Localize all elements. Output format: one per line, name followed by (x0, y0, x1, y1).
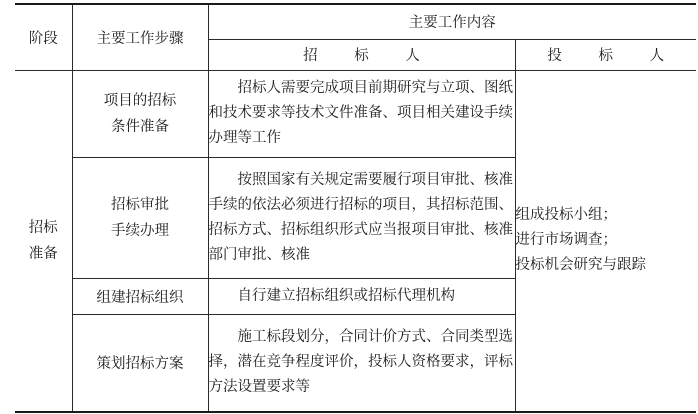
header-stage: 阶段 (15, 4, 72, 70)
bidder-item: 进行市场调查； (515, 232, 617, 249)
bidder-content (515, 70, 696, 412)
step-cell (72, 157, 208, 278)
stage-line: 招标 (28, 219, 58, 236)
step-cell (72, 278, 208, 314)
header-tenderer: 招 标 人 (208, 39, 515, 70)
tenderer-content: 自行建立招标组织或招标代理机构 (208, 278, 515, 314)
step-line: 组建招标组织 (96, 289, 184, 306)
header-main-steps: 主要工作步骤 (72, 4, 208, 70)
stage-line: 准备 (28, 245, 58, 262)
header-main-content: 主要工作内容 (208, 4, 696, 39)
bidder-item: 投标机会研究与跟踪 (515, 257, 646, 274)
step-line: 手续办理 (111, 222, 169, 239)
step-line: 项目的招标 (103, 92, 177, 109)
step-line: 策划招标方案 (96, 356, 184, 373)
tenderer-content: 按照国家有关规定需要履行项目审批、核准手续的依法必须进行招标的项目，其招标范围、招标方式、招标组织形式应当报项目审批、核准部门审批、核准 (208, 157, 515, 278)
header-bidder: 投 标 人 (515, 39, 696, 70)
tenderer-content: 招标人需要完成项目前期研究与立项、图纸和技术要求等技术文件准备、项目相关建设手续办理等工作 (208, 70, 515, 157)
bidding-preparation-table (15, 3, 696, 413)
step-line: 条件准备 (111, 118, 169, 135)
bidder-item: 组成投标小组； (515, 207, 617, 224)
stage-cell (15, 70, 72, 412)
tenderer-content: 施工标段划分，合同计价方式、合同类型选择，潜在竞争程度评价，投标人资格要求，评标方法设置要求等 (208, 314, 515, 412)
step-cell (72, 314, 208, 412)
step-line: 招标审批 (111, 196, 169, 213)
step-cell (72, 70, 208, 157)
